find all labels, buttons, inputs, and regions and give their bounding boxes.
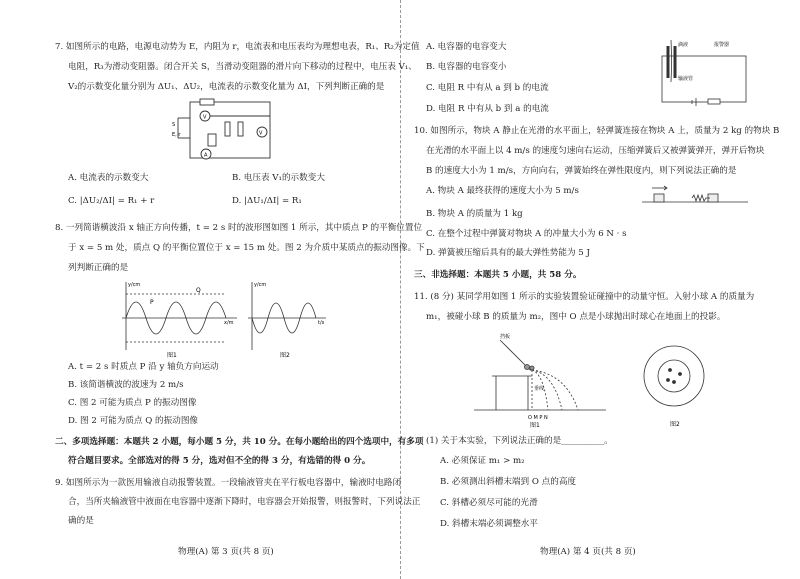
q9-option-a: A. 电容器的电容变大 bbox=[426, 42, 507, 52]
q10-line3: B 的速度大小为 1 m/s，方向向右，弹簧始终在弹性限度内，则下列说法正确的是 bbox=[426, 166, 737, 176]
q11-apparatus-diagram bbox=[470, 330, 610, 428]
q8-fig2-xlabel: t/s bbox=[318, 320, 325, 326]
q8-fig2-ylabel: y/cm bbox=[254, 282, 267, 288]
q8-vibration-graph bbox=[240, 278, 330, 358]
q11-sub1: (1) 关于本实验，下列说法正确的是__________。 bbox=[426, 436, 613, 446]
q11-fig-ground-labels: O M P N bbox=[528, 415, 548, 421]
q8-fig1-xlabel: x/m bbox=[224, 320, 234, 326]
q8-option-d: D. 图 2 可能为质点 Q 的振动图像 bbox=[68, 416, 199, 426]
q9-option-d: D. 电阻 R 中有从 b 到 a 的电流 bbox=[426, 104, 549, 114]
q7-option-b: B. 电压表 V₁的示数变大 bbox=[232, 173, 325, 183]
q11-landing-points-diagram bbox=[640, 340, 710, 428]
q10-option-d: D. 弹簧被压缩后具有的最大弹性势能为 5 J bbox=[426, 248, 590, 258]
page-separator bbox=[400, 0, 401, 579]
q8-wave-graph bbox=[112, 278, 242, 358]
q9-fig-bottle-label: 滴液 bbox=[678, 42, 689, 48]
svg-text:A: A bbox=[204, 152, 208, 159]
q8-line3: 列判断正确的是 bbox=[68, 263, 129, 273]
q7-option-c: C. |ΔU₂/ΔI| = R₁ + r bbox=[68, 196, 155, 206]
q7-option-d: D. |ΔU₁/ΔI| = R₁ bbox=[232, 196, 302, 206]
q11-line2: m₁，被碰小球 B 的质量为 m₂，图中 O 点是小球抛出时球心在地面上的投影。 bbox=[426, 312, 726, 322]
q11-option-d: D. 斜槽末端必须调整水平 bbox=[440, 519, 538, 529]
q9-line1: 9. 如图所示为一款医用输液自动报警装置。一段输液管夹在平行板电容器中，输液时电路闭 bbox=[55, 478, 402, 488]
svg-text:V: V bbox=[259, 130, 263, 137]
q10-option-b: B. 物块 A 的质量为 1 kg bbox=[426, 209, 523, 219]
footer-page-4: 物理(A) 第 4 页(共 8 页) bbox=[540, 547, 636, 557]
q7-line3: V₂的示数变化量分别为 ΔU₁、ΔU₂，电流表的示数变化量为 ΔI，下列判断正确的是 bbox=[68, 82, 385, 92]
footer-page-3: 物理(A) 第 3 页(共 8 页) bbox=[178, 547, 274, 557]
q7-circuit-diagram bbox=[170, 98, 280, 166]
q8-fig1-ylabel: y/cm bbox=[128, 282, 141, 288]
q7-option-a: A. 电流表的示数变大 bbox=[68, 173, 149, 183]
q8-option-b: B. 该简谐横波的波速为 2 m/s bbox=[68, 380, 184, 390]
svg-text:V: V bbox=[203, 114, 207, 121]
q8-option-a: A. t = 2 s 时质点 P 沿 y 轴负方向运动 bbox=[68, 362, 219, 372]
q11-option-c: C. 斜槽必须尽可能的光滑 bbox=[440, 498, 538, 508]
q10-option-c: C. 在整个过程中弹簧对物块 A 的冲量大小为 6 N · s bbox=[426, 229, 627, 239]
q10-line2: 在光滑的水平面上以 4 m/s 的速度匀速向右运动，压缩弹簧后又被弹簧弹开，弹开后物块 bbox=[426, 146, 765, 156]
q11-fig2-label: 图2 bbox=[670, 421, 680, 428]
q9-option-c: C. 电阻 R 中有从 a 到 b 的电流 bbox=[426, 83, 549, 93]
svg-text:S: S bbox=[172, 122, 176, 128]
section3-heading: 三、非选择题：本题共 5 小题，共 58 分。 bbox=[414, 270, 582, 280]
svg-text:E, r: E, r bbox=[172, 132, 181, 138]
q9-option-b: B. 电容器的电容变小 bbox=[426, 62, 507, 72]
q8-point-p: P bbox=[150, 299, 154, 306]
q8-point-q: Q bbox=[196, 287, 201, 294]
q7-line2: 电阻，R₃为滑动变阻器。闭合开关 S，当滑动变阻器的滑片向下移动的过程中，电压表 V₁、 bbox=[68, 62, 417, 72]
q7-line1: 7. 如图所示的电路，电源电动势为 E，内阻为 r，电流表和电压表均为理想电表，R₁、R₂为定值 bbox=[55, 42, 420, 52]
q9-line3: 确的是 bbox=[68, 516, 94, 526]
q10-line1: 10. 如图所示，物块 A 静止在光滑的水平面上，轻弹簧连接在物块 A 上，质量为 2 kg 的物块 B bbox=[414, 126, 780, 136]
q11-fig1-label: 图1 bbox=[530, 422, 540, 428]
q9-fig-alarm-label: 报警器 bbox=[714, 42, 730, 48]
q10-block-spring-diagram bbox=[640, 184, 750, 208]
q8-fig1-label: 图1 bbox=[167, 352, 177, 358]
q8-option-c: C. 图 2 可能为质点 P 的振动图像 bbox=[68, 398, 197, 408]
section2-line1: 二、多项选择题：本题共 2 小题，每小题 5 分，共 10 分。在每小题给出的四个选项中，有多项 bbox=[55, 437, 424, 447]
q8-line2: 于 x = 5 m 处，质点 Q 的平衡位置位于 x = 15 m 处。图 2 为介质中某质点的振动图像。下 bbox=[68, 243, 425, 253]
q11-fig-line-label: 垂线 bbox=[534, 386, 545, 392]
q9-line2: 合，当所夹输液管中液面在电容器中逐渐下降时，电容器会开始报警，则报警时，下列说法正 bbox=[68, 497, 421, 507]
section2-line2: 符合题目要求。全部选对的得 5 分，选对但不全的得 3 分，有选错的得 0 分。 bbox=[68, 456, 371, 466]
q11-fig-baffle-label: 挡板 bbox=[500, 334, 511, 340]
q9-alarm-circuit bbox=[648, 38, 748, 110]
q11-option-b: B. 必须测出斜槽末端到 O 点的高度 bbox=[440, 477, 577, 487]
q8-line1: 8. 一列简谐横波沿 x 轴正方向传播，t = 2 s 时的波形图如图 1 所示，其中质点 P 的平衡位置位 bbox=[55, 223, 423, 233]
q8-fig2-label: 图2 bbox=[280, 352, 290, 358]
q11-option-a: A. 必须保证 m₁ > m₂ bbox=[440, 456, 525, 466]
q10-option-a: A. 物块 A 最终获得的速度大小为 5 m/s bbox=[426, 186, 579, 196]
q9-fig-tube-label: 输液管 bbox=[678, 76, 694, 82]
q11-line1: 11. (8 分) 某同学用如图 1 所示的实验装置验证碰撞中的动量守恒。入射小球 A 的质量为 bbox=[414, 292, 755, 302]
